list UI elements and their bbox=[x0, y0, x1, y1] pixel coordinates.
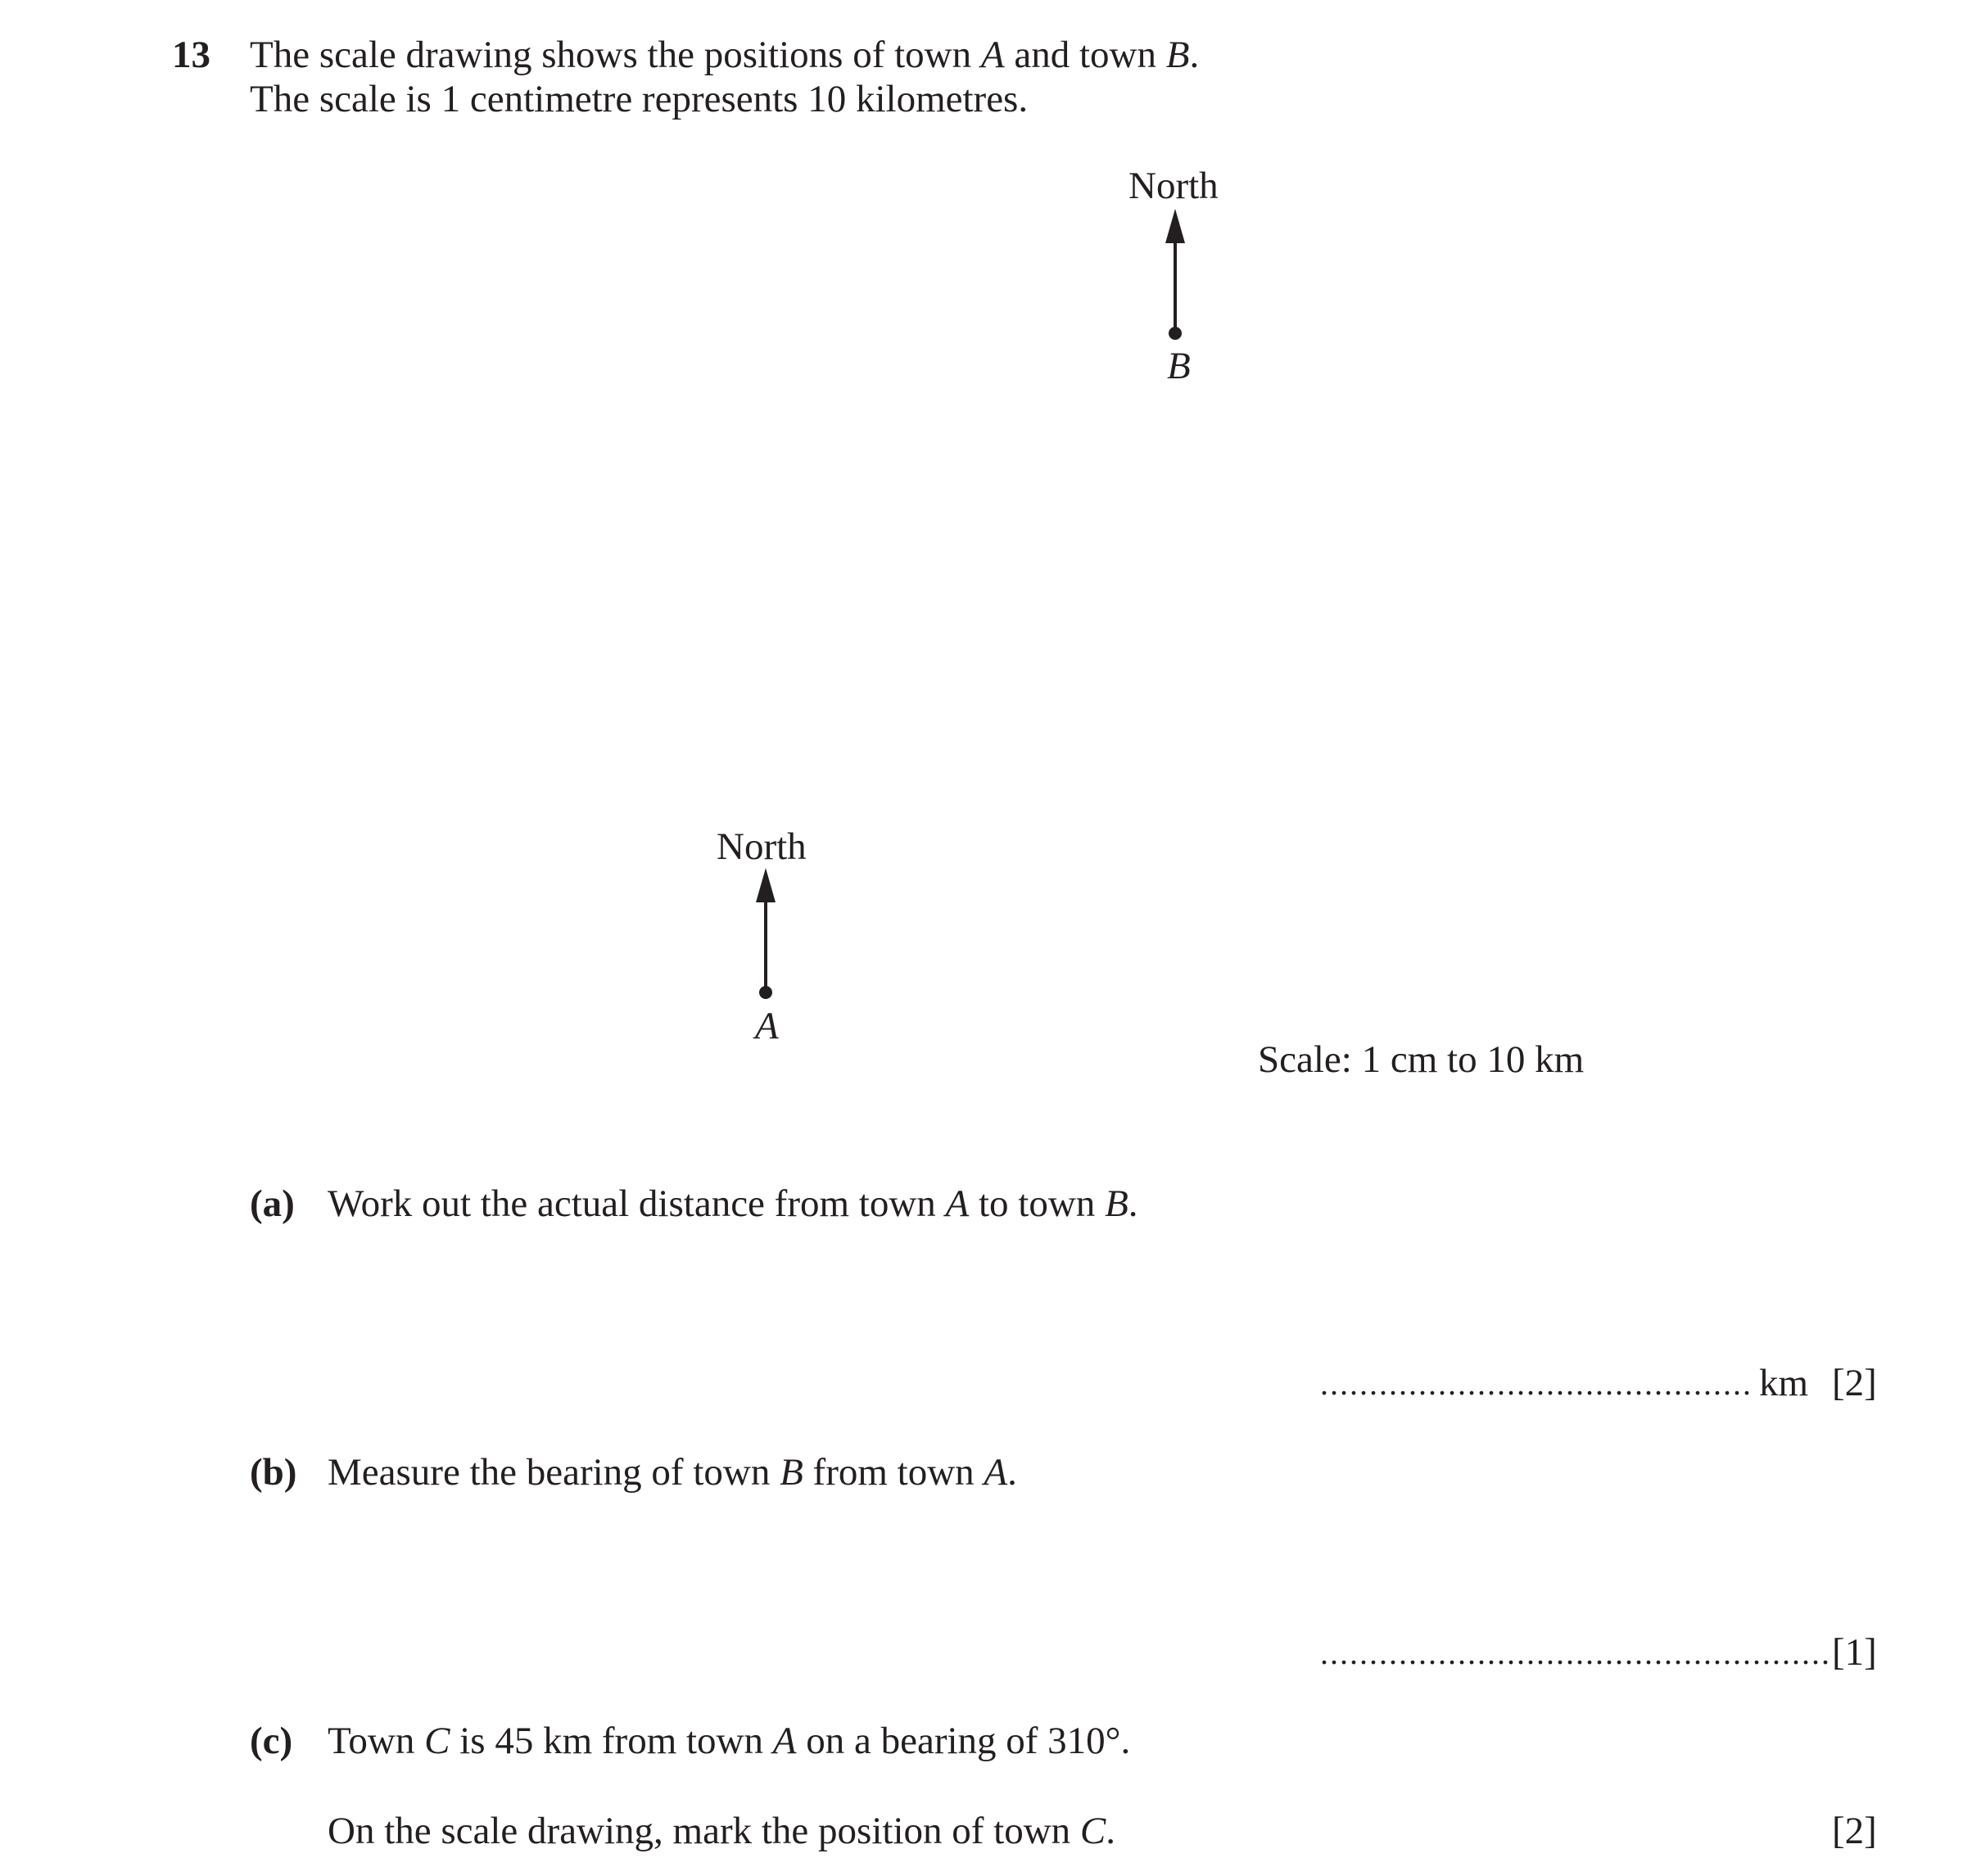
part-b-marks: [1] bbox=[1832, 1631, 1877, 1674]
part-b-town-a: A bbox=[984, 1451, 1008, 1494]
part-b-label: (b) bbox=[250, 1451, 297, 1494]
north-arrow-b bbox=[1155, 205, 1196, 344]
part-b-text-mid: from town bbox=[803, 1451, 984, 1494]
intro-text-pre: The scale drawing shows the positions of town bbox=[250, 34, 981, 76]
part-c-instruction bbox=[328, 1812, 1115, 1851]
town-a-point[interactable] bbox=[759, 986, 772, 999]
part-a-label: (a) bbox=[250, 1182, 295, 1225]
question-intro-line2: The scale is 1 centimetre represents 10 kilometres. bbox=[250, 78, 1029, 120]
north-label-b: North bbox=[1128, 165, 1219, 207]
part-c-instruction-pre: On the scale drawing, mark the position of town bbox=[328, 1810, 1080, 1852]
north-arrow-a bbox=[745, 864, 786, 1003]
part-c-text-post: on a bearing of 310°. bbox=[796, 1720, 1131, 1762]
part-a-town-a: A bbox=[945, 1182, 970, 1225]
scale-note: Scale: 1 cm to 10 km bbox=[1258, 1038, 1585, 1081]
part-a-unit: km bbox=[1759, 1362, 1809, 1404]
part-a-question bbox=[328, 1182, 1138, 1225]
part-c-text-mid: is 45 km from town bbox=[450, 1720, 773, 1762]
town-b-point[interactable] bbox=[1169, 327, 1182, 340]
intro-text-post: . bbox=[1189, 34, 1200, 76]
part-a-text-mid: to town bbox=[969, 1182, 1106, 1225]
question-intro-line1 bbox=[250, 36, 1199, 75]
question-number: 13 bbox=[172, 34, 210, 76]
part-c-question bbox=[328, 1722, 1130, 1761]
part-c-label: (c) bbox=[250, 1720, 293, 1762]
north-label-a: North bbox=[717, 825, 807, 868]
part-b-text-pre: Measure the bearing of town bbox=[328, 1451, 780, 1494]
part-b-text-post: . bbox=[1007, 1451, 1017, 1494]
part-a-answer-line[interactable]: ............................................ bbox=[1320, 1365, 1753, 1402]
part-c-town-a: A bbox=[772, 1720, 797, 1762]
part-c-town-c: C bbox=[424, 1720, 450, 1762]
intro-text-mid: and town bbox=[1004, 34, 1166, 76]
part-c-instruction-town-c: C bbox=[1079, 1810, 1106, 1852]
part-b-question bbox=[328, 1453, 1017, 1492]
part-c-text-pre: Town bbox=[328, 1720, 425, 1762]
part-c-marks: [2] bbox=[1832, 1810, 1877, 1852]
part-a-town-b: B bbox=[1105, 1182, 1128, 1225]
part-c-instruction-post: . bbox=[1106, 1810, 1116, 1852]
town-b-label: B bbox=[1167, 345, 1191, 387]
part-b-answer-line[interactable]: .................................................... bbox=[1320, 1634, 1831, 1671]
part-b-town-b: B bbox=[780, 1451, 803, 1494]
town-a-label: A bbox=[755, 1005, 779, 1047]
part-a-text-post: . bbox=[1128, 1182, 1138, 1225]
intro-town-a: A bbox=[980, 34, 1005, 76]
part-a-text-pre: Work out the actual distance from town bbox=[328, 1182, 946, 1225]
intro-town-b: B bbox=[1165, 34, 1190, 76]
part-a-marks: [2] bbox=[1832, 1362, 1877, 1404]
